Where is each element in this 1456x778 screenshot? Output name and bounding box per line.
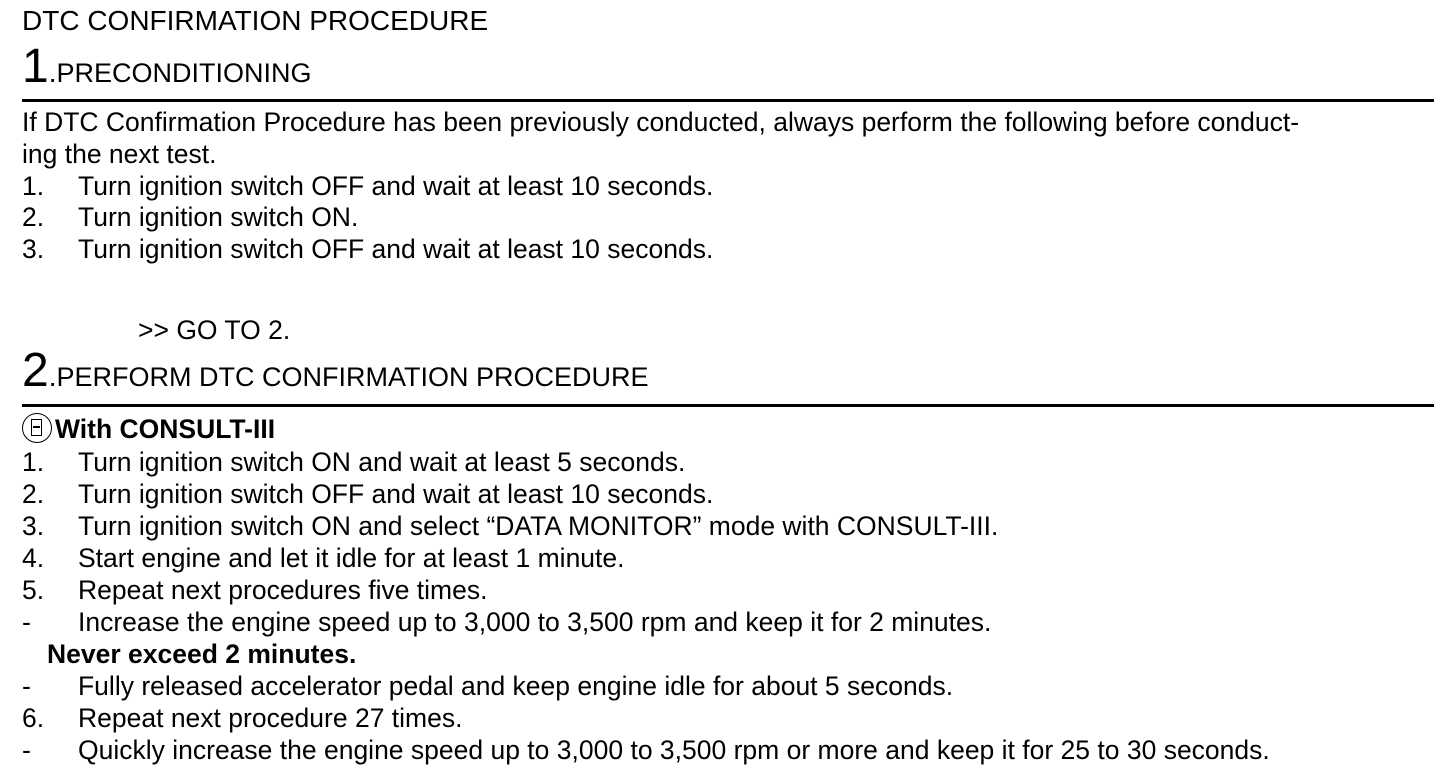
step-2-subitem-1-marker: - [22,607,31,637]
step-1-heading [22,42,312,92]
step-2-item-1-text: Turn ignition switch ON and wait at least 5 seconds. [78,447,686,477]
step-2-subitem-2-text: Fully released accelerator pedal and keep engine idle for about 5 seconds. [78,671,954,701]
step-1-item-1-marker: 1. [22,171,45,201]
step-1-item-3-text: Turn ignition switch OFF and wait at least 10 seconds. [78,234,714,264]
step-2-item-1-marker: 1. [22,447,45,477]
step-2-item-5-marker: 5. [22,575,45,605]
step-2-heading [22,346,648,396]
consult-iii-text: With CONSULT-III [55,414,276,444]
step-1-number: 1 [22,40,49,93]
step-1-intro-line-1: If DTC Confirmation Procedure has been previously conducted, always perform the following before conduct- [22,107,1300,137]
page-title: DTC CONFIRMATION PROCEDURE [22,5,489,36]
warning-note: Never exceed 2 minutes. [47,639,357,669]
step-2-subitem-1-text: Increase the engine speed up to 3,000 to 3,500 rpm and keep it for 2 minutes. [78,607,992,637]
step-2-subitem-3-marker: - [22,735,31,765]
step-2-subitem-3-text: Quickly increase the engine speed up to 3,000 to 3,500 rpm or more and keep it for 25 to 30 seconds. [78,735,1270,765]
step-1-item-3-marker: 3. [22,234,45,264]
step-1-item-2-text: Turn ignition switch ON. [78,202,359,232]
step-2-item-5-text: Repeat next procedures five times. [78,575,488,605]
step-2-divider [22,404,1434,407]
step-1-divider [22,99,1434,102]
step-1-dot: . [48,57,57,88]
step-2-item-6-text: Repeat next procedure 27 times. [78,703,463,733]
step-2-subitem-2-marker: - [22,671,31,701]
step-2-item-2-marker: 2. [22,479,45,509]
step-1-title: PRECONDITIONING [56,58,312,88]
consult-iii-icon [22,413,52,443]
step-2-item-3-marker: 3. [22,511,45,541]
step-1-intro-line-2: ing the next test. [22,139,217,169]
step-2-dot: . [48,361,57,392]
step-2-item-3-text: Turn ignition switch ON and select “DATA MONITOR” mode with CONSULT-III. [78,511,999,541]
step-2-title: PERFORM DTC CONFIRMATION PROCEDURE [56,362,649,392]
step-2-item-6-marker: 6. [22,703,45,733]
step-2-item-4-text: Start engine and let it idle for at least 1 minute. [78,543,625,573]
step-2-item-2-text: Turn ignition switch OFF and wait at least 10 seconds. [78,479,714,509]
consult-iii-label [22,413,275,445]
step-2-number: 2 [22,344,49,397]
goto-step-2-link[interactable]: >> GO TO 2. [138,315,291,345]
step-1-item-1-text: Turn ignition switch OFF and wait at least 10 seconds. [78,171,714,201]
step-2-item-4-marker: 4. [22,543,45,573]
step-1-item-2-marker: 2. [22,202,45,232]
